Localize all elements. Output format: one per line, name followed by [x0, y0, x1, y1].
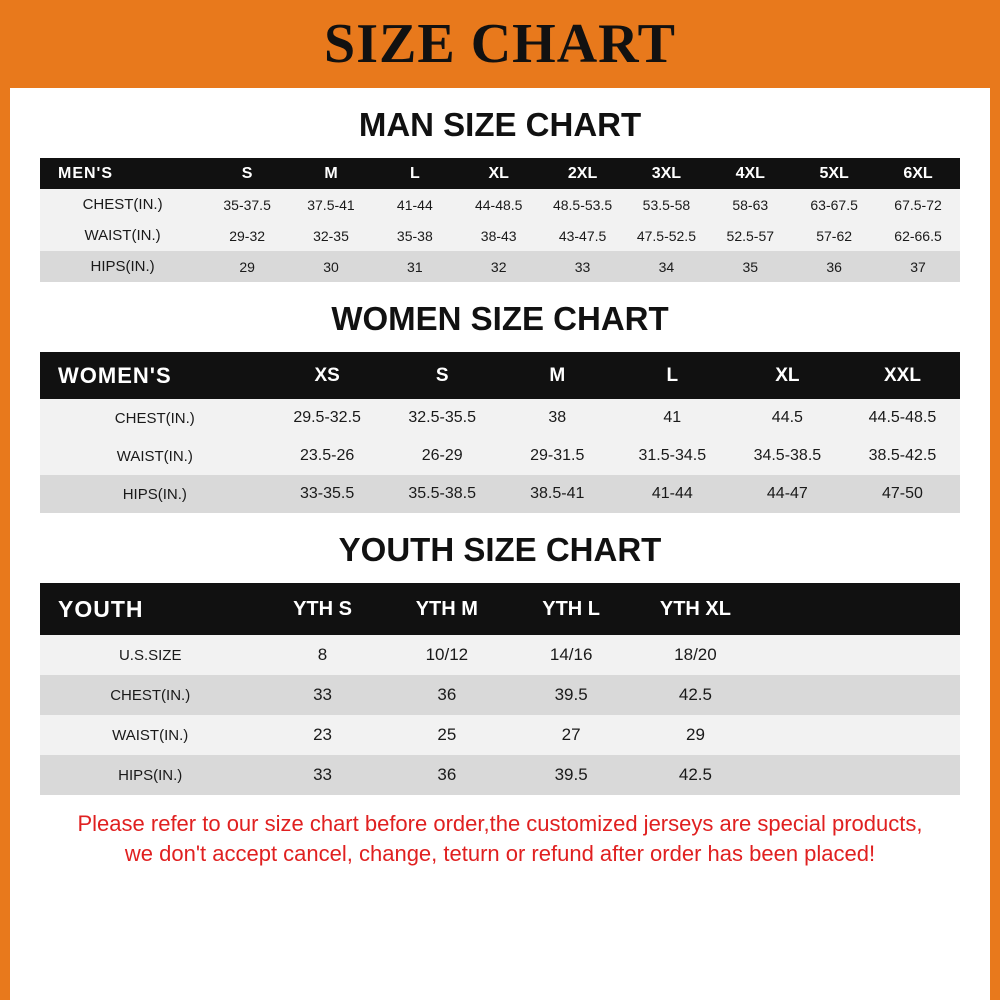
youth-header-row — [40, 583, 960, 635]
men-cell: 67.5-72 — [876, 189, 960, 220]
men-col-header: 4XL — [708, 158, 792, 189]
youth-cell: 27 — [509, 715, 633, 755]
women-cell: 34.5-38.5 — [730, 437, 845, 475]
men-row-label: HIPS(IN.) — [40, 251, 205, 282]
return-policy-note — [10, 795, 990, 868]
men-size-table — [40, 158, 960, 282]
banner — [0, 0, 1000, 88]
women-col-header: XL — [730, 352, 845, 399]
women-cell: 44.5 — [730, 399, 845, 437]
youth-cell: 36 — [385, 675, 509, 715]
men-row-label: CHEST(IN.) — [40, 189, 205, 220]
youth-cell: 23 — [260, 715, 384, 755]
men-cell: 30 — [289, 251, 373, 282]
youth-size-table — [40, 583, 960, 795]
women-cell: 44.5-48.5 — [845, 399, 960, 437]
women-section — [10, 300, 990, 513]
youth-cell: 42.5 — [633, 675, 757, 715]
women-col-header: XXL — [845, 352, 960, 399]
youth-row-label: CHEST(IN.) — [40, 675, 260, 715]
youth-table-head — [40, 583, 960, 635]
women-cell: 47-50 — [845, 475, 960, 513]
men-cell: 31 — [373, 251, 457, 282]
men-cell: 35-37.5 — [205, 189, 289, 220]
men-row-label: WAIST(IN.) — [40, 220, 205, 251]
men-table-body — [40, 189, 960, 282]
women-cell: 38.5-41 — [500, 475, 615, 513]
women-header-row — [40, 352, 960, 399]
note-line-2: we don't accept cancel, change, teturn or refund after order has been placed! — [124, 840, 876, 866]
youth-cell: 25 — [385, 715, 509, 755]
men-cell: 36 — [792, 251, 876, 282]
women-cell: 29-31.5 — [500, 437, 615, 475]
men-col-header: 5XL — [792, 158, 876, 189]
women-corner-header: WOMEN'S — [40, 352, 270, 399]
men-col-header: S — [205, 158, 289, 189]
youth-cell: 29 — [633, 715, 757, 755]
table-row — [40, 755, 960, 795]
men-col-header: 3XL — [624, 158, 708, 189]
men-cell: 33 — [541, 251, 625, 282]
men-header-row — [40, 158, 960, 189]
men-cell: 57-62 — [792, 220, 876, 251]
women-cell: 32.5-35.5 — [385, 399, 500, 437]
men-cell: 41-44 — [373, 189, 457, 220]
youth-cell-blank — [758, 755, 960, 795]
women-table-body — [40, 399, 960, 513]
table-row — [40, 675, 960, 715]
men-cell: 32-35 — [289, 220, 373, 251]
women-col-header: S — [385, 352, 500, 399]
women-cell: 29.5-32.5 — [270, 399, 385, 437]
men-cell: 37 — [876, 251, 960, 282]
youth-cell-blank — [758, 635, 960, 675]
men-cell: 35-38 — [373, 220, 457, 251]
youth-col-header: YTH S — [260, 583, 384, 635]
youth-cell-blank — [758, 675, 960, 715]
women-row-label: HIPS(IN.) — [40, 475, 270, 513]
women-cell: 38 — [500, 399, 615, 437]
youth-section — [10, 531, 990, 795]
youth-row-label: WAIST(IN.) — [40, 715, 260, 755]
youth-section-title: YOUTH SIZE CHART — [338, 531, 662, 568]
youth-corner-header: YOUTH — [40, 583, 260, 635]
women-row-label: WAIST(IN.) — [40, 437, 270, 475]
note-line-1: Please refer to our size chart before order,the customized jerseys are special products, — [77, 811, 923, 836]
women-cell: 23.5-26 — [270, 437, 385, 475]
men-col-header: XL — [457, 158, 541, 189]
men-col-header: L — [373, 158, 457, 189]
men-cell: 47.5-52.5 — [624, 220, 708, 251]
men-cell: 29 — [205, 251, 289, 282]
women-col-header: L — [615, 352, 730, 399]
women-size-table — [40, 352, 960, 513]
women-cell: 33-35.5 — [270, 475, 385, 513]
youth-row-label: HIPS(IN.) — [40, 755, 260, 795]
youth-col-header: YTH L — [509, 583, 633, 635]
table-row — [40, 220, 960, 251]
men-cell: 53.5-58 — [624, 189, 708, 220]
men-cell: 43-47.5 — [541, 220, 625, 251]
table-row — [40, 189, 960, 220]
women-table-head — [40, 352, 960, 399]
women-section-title: WOMEN SIZE CHART — [331, 300, 669, 337]
youth-cell: 33 — [260, 755, 384, 795]
youth-cell: 18/20 — [633, 635, 757, 675]
table-row — [40, 399, 960, 437]
women-cell: 35.5-38.5 — [385, 475, 500, 513]
men-col-header: M — [289, 158, 373, 189]
men-col-header: 2XL — [541, 158, 625, 189]
women-cell: 41-44 — [615, 475, 730, 513]
youth-cell: 8 — [260, 635, 384, 675]
youth-cell: 14/16 — [509, 635, 633, 675]
men-table-head — [40, 158, 960, 189]
youth-table-body — [40, 635, 960, 795]
women-row-label: CHEST(IN.) — [40, 399, 270, 437]
women-col-header: XS — [270, 352, 385, 399]
youth-cell: 42.5 — [633, 755, 757, 795]
youth-cell-blank — [758, 715, 960, 755]
men-corner-header: MEN'S — [40, 158, 205, 189]
youth-cell: 39.5 — [509, 675, 633, 715]
banner-title: SIZE CHART — [324, 13, 676, 75]
table-row — [40, 715, 960, 755]
youth-cell: 33 — [260, 675, 384, 715]
men-cell: 32 — [457, 251, 541, 282]
women-col-header: M — [500, 352, 615, 399]
men-cell: 62-66.5 — [876, 220, 960, 251]
men-cell: 37.5-41 — [289, 189, 373, 220]
men-cell: 63-67.5 — [792, 189, 876, 220]
women-cell: 41 — [615, 399, 730, 437]
men-cell: 58-63 — [708, 189, 792, 220]
men-section-title: MAN SIZE CHART — [358, 106, 642, 143]
men-cell: 44-48.5 — [457, 189, 541, 220]
women-cell: 31.5-34.5 — [615, 437, 730, 475]
men-cell: 48.5-53.5 — [541, 189, 625, 220]
men-cell: 29-32 — [205, 220, 289, 251]
men-section — [10, 106, 990, 282]
men-cell: 52.5-57 — [708, 220, 792, 251]
youth-cell: 36 — [385, 755, 509, 795]
men-col-header: 6XL — [876, 158, 960, 189]
table-row — [40, 437, 960, 475]
table-row — [40, 635, 960, 675]
youth-col-header: YTH XL — [633, 583, 757, 635]
youth-row-label: U.S.SIZE — [40, 635, 260, 675]
men-cell: 35 — [708, 251, 792, 282]
youth-col-header: YTH M — [385, 583, 509, 635]
women-cell: 44-47 — [730, 475, 845, 513]
youth-cell: 10/12 — [385, 635, 509, 675]
table-row — [40, 251, 960, 282]
women-cell: 38.5-42.5 — [845, 437, 960, 475]
youth-col-header-blank — [758, 583, 960, 635]
table-row — [40, 475, 960, 513]
men-cell: 34 — [624, 251, 708, 282]
men-cell: 38-43 — [457, 220, 541, 251]
women-cell: 26-29 — [385, 437, 500, 475]
youth-cell: 39.5 — [509, 755, 633, 795]
